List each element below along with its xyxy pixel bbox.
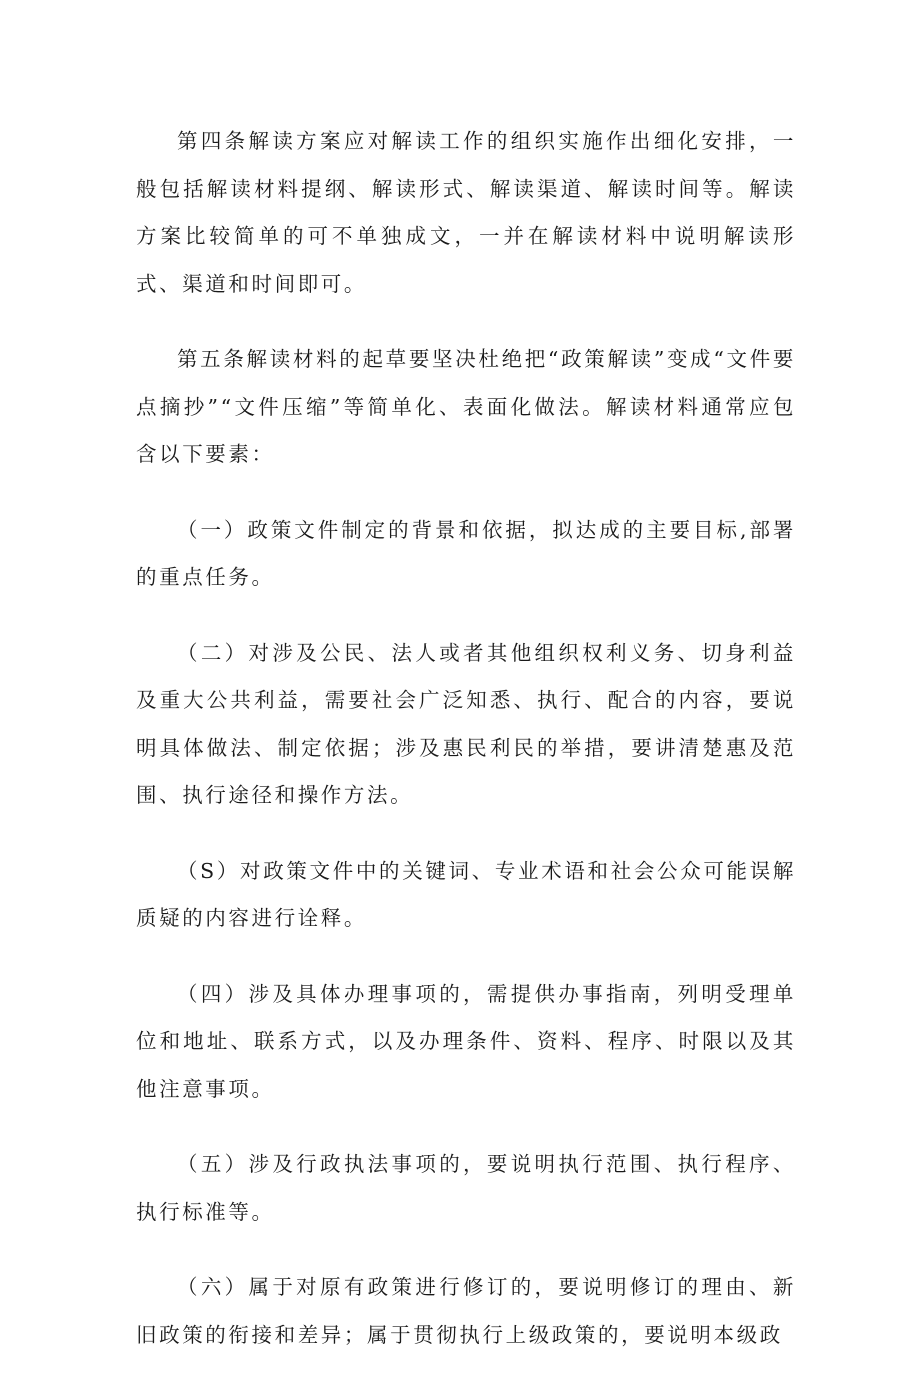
paragraph-item-1: （一）政策文件制定的背景和依据，拟达成的主要目标,部署的重点任务。 xyxy=(136,517,796,589)
paragraph-article-4: 第四条解读方案应对解读工作的组织实施作出细化安排，一般包括解读材料提纲、解读形式、解读渠道、解读时间等。解读方案比较简单的可不单独成文，一并在解读材料中说明解读形式、渠道和时间即可。 xyxy=(136,129,796,296)
paragraph-item-4: （四）涉及具体办理事项的，需提供办事指南，列明受理单位和地址、联系方式，以及办理条件、资料、程序、时限以及其他注意事项。 xyxy=(136,981,796,1101)
paragraph-item-2: （二）对涉及公民、法人或者其他组织权利义务、切身利益及重大公共利益，需要社会广泛知悉、执行、配合的内容，要说明具体做法、制定依据；涉及惠民利民的举措，要讲清楚惠及范围、执行途径和操作方法。 xyxy=(136,640,796,807)
paragraph-item-6: （六）属于对原有政策进行修订的，要说明修订的理由、新旧政策的衔接和差异；属于贯彻执行上级政策的，要说明本级政 xyxy=(136,1275,796,1347)
document-body xyxy=(136,118,796,1387)
paragraph-item-5: （五）涉及行政执法事项的，要说明执行范围、执行程序、执行标准等。 xyxy=(136,1152,796,1224)
paragraph-article-5: 第五条解读材料的起草要坚决杜绝把“政策解读”变成“文件要点摘抄”“文件压缩”等简单化、表面化做法。解读材料通常应包含以下要素： xyxy=(136,347,796,466)
paragraph-item-3: （S）对政策文件中的关键词、专业术语和社会公众可能误解质疑的内容进行诠释。 xyxy=(136,858,796,930)
